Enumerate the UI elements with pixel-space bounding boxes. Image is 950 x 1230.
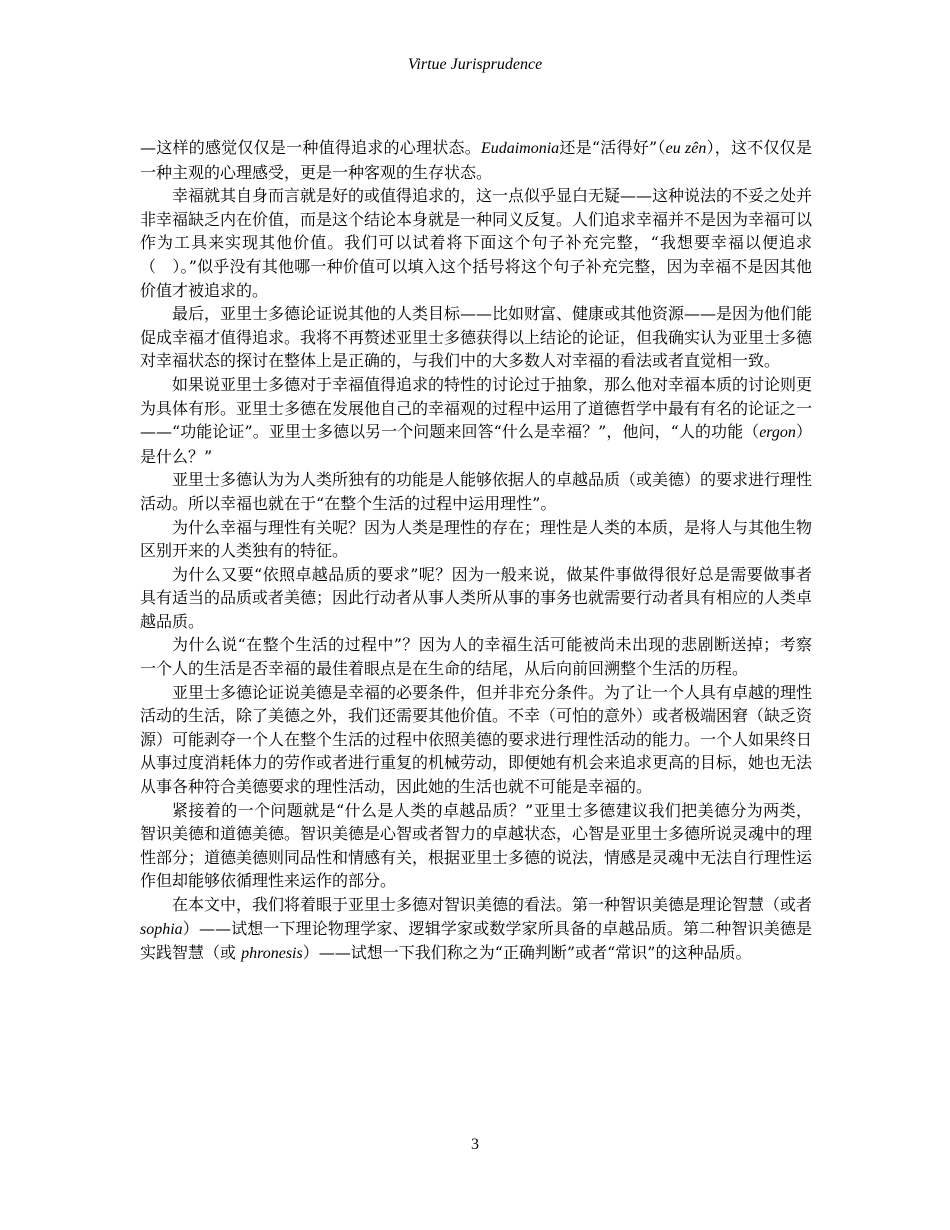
text-run: 幸福就其自身而言就是好的或值得追求的，这一点似乎显白无疑——这种说法的不妥之处并非幸福缺乏内在价值，而是这个结论本身就是一种同义反复。人们追求幸福并不是因为幸福可以作为工具来实现其他价值。我们可以试着将下面这个句子补充完整，“我想要幸福以便追求（ ）。”似乎没有其他哪一种价值可以填入这个括号将这个句子补充完整，因为幸福不是因其他价值才被追求的。 — [140, 186, 813, 300]
italic-term: ergon — [759, 424, 796, 442]
italic-term: sophia — [140, 920, 183, 938]
paragraph — [140, 136, 812, 184]
text-run: 亚里士多德认为为人类所独有的功能是人能够依据人的卓越品质（或美德）的要求进行理性活动。所以幸福也就在于“在整个生活的过程中运用理性”。 — [140, 470, 813, 513]
text-run: 亚里士多德论证说美德是幸福的必要条件，但并非充分条件。为了让一个人具有卓越的理性活动的生活，除了美德之外，我们还需要其他价值。不幸（可怕的意外）或者极端困窘（缺乏资源）可能剥夺一个人在整个生活的过程中依照美德的要求进行理性活动的能力。一个人如果终日从事过度消耗体力的劳作或者进行重复的机械劳动，即便她有机会来追求更高的目标，她也无法从事各种符合美德要求的理性活动，因此她的生活也就不可能是幸福的。 — [140, 682, 813, 797]
italic-term: eu zên — [665, 140, 707, 157]
paragraph — [140, 468, 812, 515]
paragraph — [140, 373, 812, 468]
text-run: 还是“活得好”（ — [559, 138, 666, 157]
text-run: ）——试想一下理论物理学家、逻辑学家或数学家所具备的卓越品质。第二种智识美德是实践智慧（或 — [140, 918, 812, 963]
paragraph — [140, 681, 812, 799]
text-run: ），这不仅仅是一种主观的心理感受，更是一种客观的生存状态。 — [140, 138, 812, 182]
paragraph — [140, 302, 812, 373]
text-run: 为什么说“在整个生活的过程中”？因为人的幸福生活可能被尚未出现的悲剧断送掉；考察一个人的生活是否幸福的最佳着眼点是在生命的结尾，从后向前回溯整个生活的历程。 — [140, 635, 812, 679]
body-text — [140, 136, 812, 966]
paragraph — [140, 516, 812, 563]
text-run: 紧接着的一个问题就是“什么是人类的卓越品质？”亚里士多德建议我们把美德分为两类，智识美德和道德美德。智识美德是心智或者智力的卓越状态，心智是亚里士多德所说灵魂中的理性部分；道德美德则同品性和情感有关，根据亚里士多德的说法，情感是灵魂中无法自行理性运作但却能够依循理性来运作的部分。 — [140, 800, 813, 891]
italic-term: phronesis — [241, 945, 303, 963]
page-number: 3 — [471, 1136, 479, 1153]
paragraph — [140, 633, 812, 680]
text-run: 如果说亚里士多德对于幸福值得追求的特性的讨论过于抽象，那么他对幸福本质的讨论则更为具体有形。亚里士多德在发展他自己的幸福观的过程中运用了道德哲学中最有有名的论证之一——“功能论证”。亚里士多德以另一个问题来回答“什么是幸福？”，他问，“人的功能（ — [140, 374, 813, 442]
paragraph — [140, 799, 812, 893]
running-header: Virtue Jurisprudence — [407, 56, 543, 73]
text-run: —这样的感觉仅仅是一种值得追求的心理状态。 — [140, 138, 481, 157]
text-run: ）——试想一下我们称之为“正确判断”或者“常识”的这种品质。 — [302, 943, 752, 963]
paragraph — [140, 184, 812, 302]
italic-term: Eudaimonia — [480, 140, 560, 157]
text-run: 为什么幸福与理性有关呢？因为人类是理性的存在；理性是人类的本质，是将人与其他生物区别开来的人类独有的特征。 — [140, 517, 813, 561]
paragraph — [140, 563, 812, 634]
text-run: ）是什么？” — [140, 422, 812, 466]
text-run: 最后，亚里士多德论证说其他的人类目标——比如财富、健康或其他资源——是因为他们能促成幸福才值得追求。我将不再赘述亚里士多德获得以上结论的论证，但我确实认为亚里士多德对幸福状态的探讨在整体上是正确的，与我们中的大多数人对幸福的看法或者直觉相一致。 — [140, 304, 813, 371]
paragraph — [140, 893, 812, 966]
text-run: 为什么又要“依照卓越品质的要求”呢？因为一般来说，做某件事做得很好总是需要做事者具有适当的品质或者美德；因此行动者从事人类所从事的事务也就需要行动者具有相应的人类卓越品质。 — [140, 564, 813, 631]
text-run: 在本文中，我们将着眼于亚里士多德对智识美德的看法。第一种智识美德是理论智慧（或者 — [172, 895, 813, 914]
